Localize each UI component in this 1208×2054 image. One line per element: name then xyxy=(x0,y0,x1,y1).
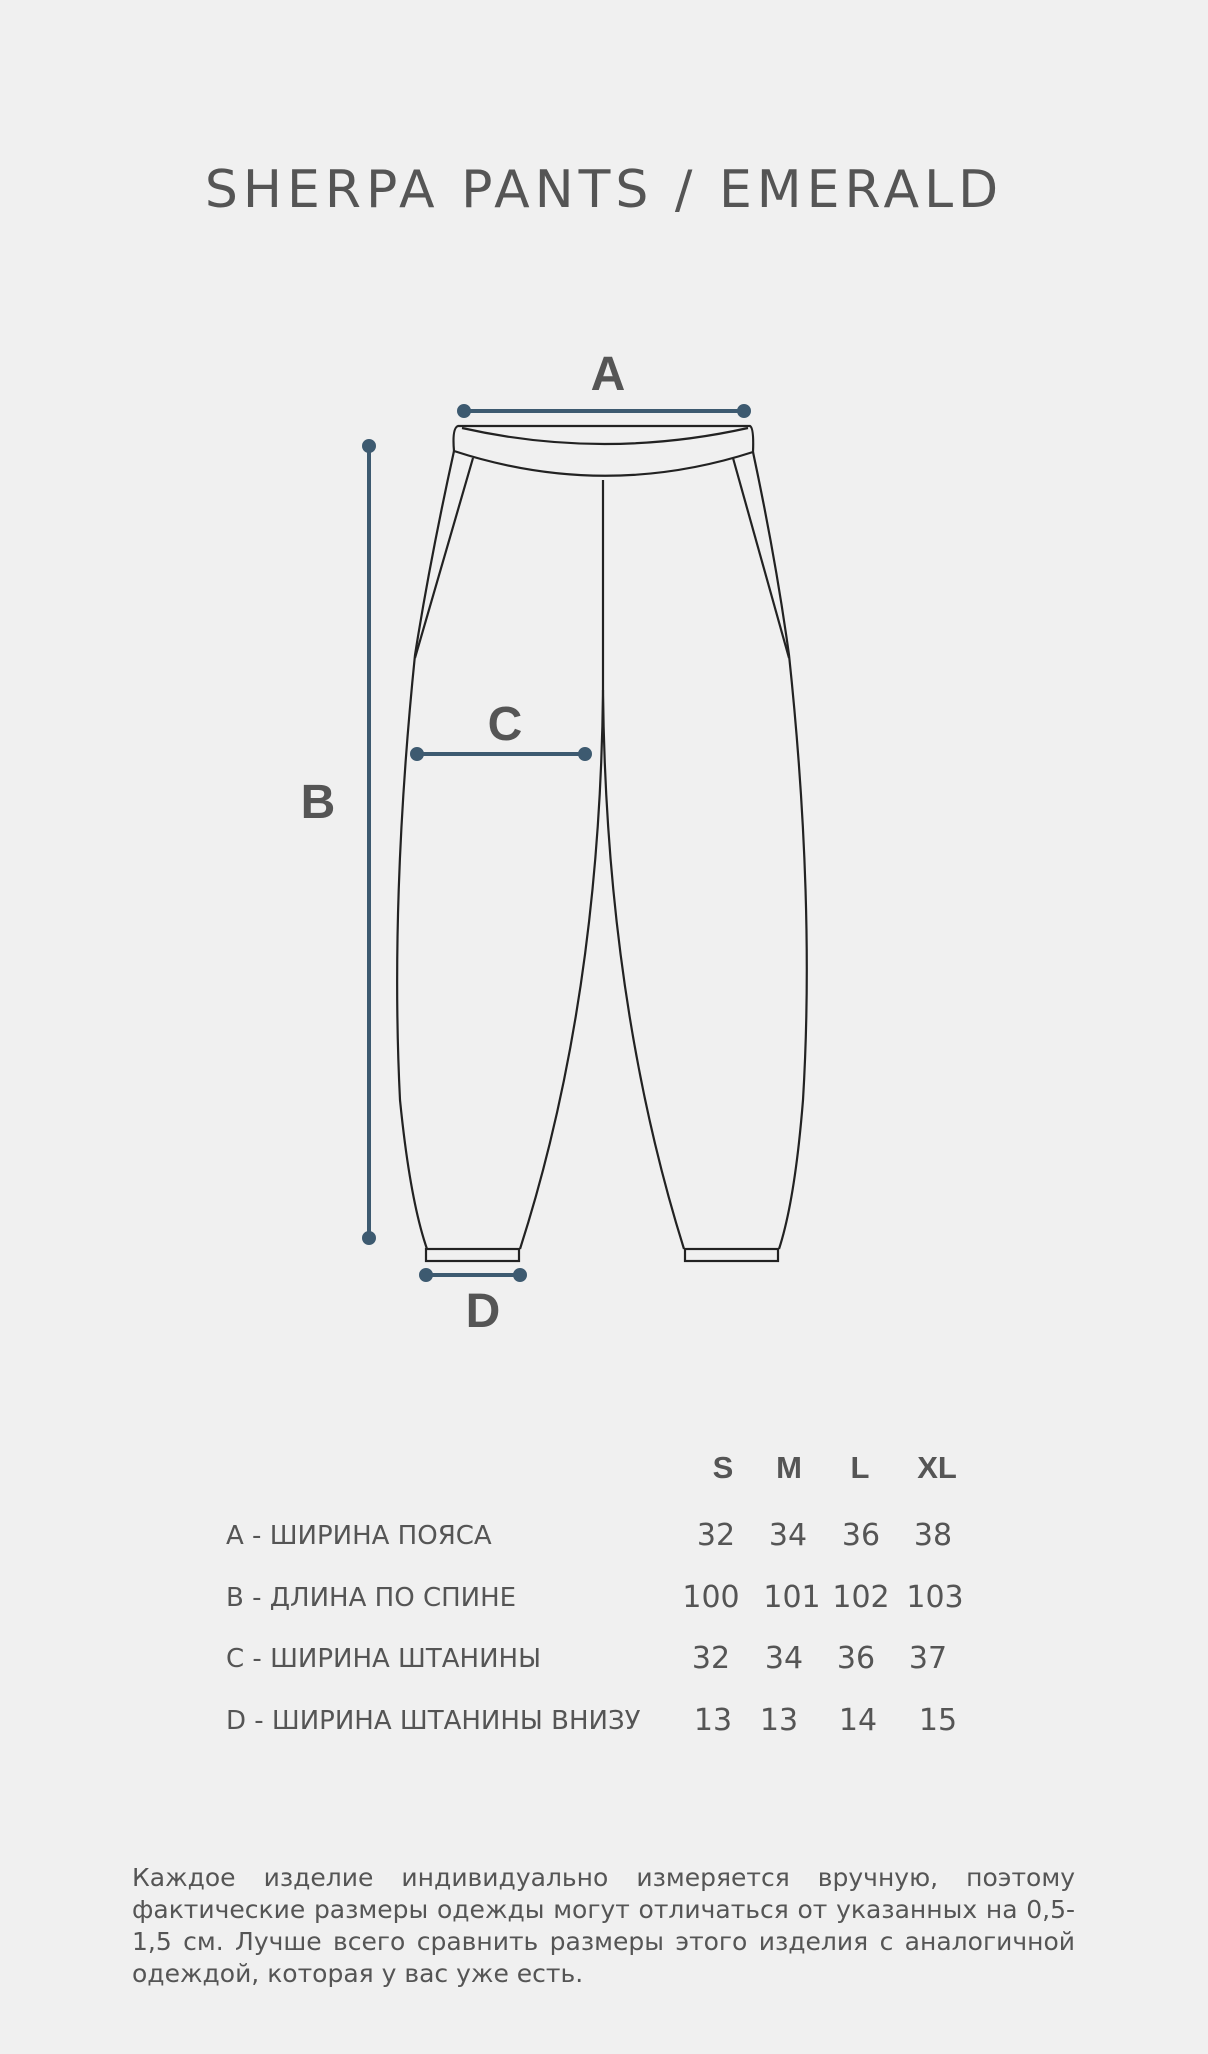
right-inner-seam xyxy=(603,690,684,1249)
row-label-d: D - ШИРИНА ШТАНИНЫ ВНИЗУ xyxy=(226,1706,641,1736)
cell-c-m: 34 xyxy=(764,1641,804,1676)
right-cuff xyxy=(685,1249,778,1261)
cell-a-l: 36 xyxy=(841,1518,881,1553)
cell-c-s: 32 xyxy=(691,1641,731,1676)
measure-dot-d-right xyxy=(515,1270,525,1280)
right-outer-seam xyxy=(753,452,807,1249)
measure-dot-d-left xyxy=(421,1270,431,1280)
label-c: C xyxy=(487,698,523,751)
cell-d-s: 13 xyxy=(693,1703,733,1738)
cell-b-m: 101 xyxy=(763,1580,821,1615)
left-cuff xyxy=(426,1249,519,1261)
cell-c-l: 36 xyxy=(836,1641,876,1676)
waistband-inner-line xyxy=(462,428,748,444)
cell-b-xl: 103 xyxy=(906,1580,964,1615)
measurement-note: Каждое изделие индивидуально измеряется вручную, поэтому фактические размеры одежды могут отличаться от указанных на 0,5-1,5 см. Лучше всего сравнить размеры этого изделия с аналогичной одеждой, которая у вас уже есть. xyxy=(132,1863,1075,1988)
left-inner-seam xyxy=(520,690,603,1249)
measure-lines xyxy=(364,406,749,1280)
cell-c-xl: 37 xyxy=(908,1641,948,1676)
label-b: B xyxy=(300,776,336,829)
cell-a-s: 32 xyxy=(696,1518,736,1553)
cell-d-xl: 15 xyxy=(918,1703,958,1738)
measure-dot-c-left xyxy=(412,749,422,759)
cell-a-m: 34 xyxy=(768,1518,808,1553)
measure-dot-a-left xyxy=(459,406,469,416)
size-header-m: M xyxy=(776,1450,802,1485)
row-label-a: A - ШИРИНА ПОЯСА xyxy=(226,1521,492,1551)
left-outer-seam xyxy=(397,451,454,1249)
measure-dot-a-right xyxy=(739,406,749,416)
cell-d-l: 14 xyxy=(838,1703,878,1738)
size-header-l: L xyxy=(850,1450,870,1485)
size-header-s: S xyxy=(712,1450,734,1485)
pants-outline xyxy=(397,426,807,1261)
page-title: SHERPA PANTS / EMERALD xyxy=(204,160,1004,220)
cell-b-l: 102 xyxy=(832,1580,890,1615)
measure-dot-b-bottom xyxy=(364,1233,374,1243)
cell-a-xl: 38 xyxy=(913,1518,953,1553)
left-pocket-line xyxy=(415,458,473,658)
label-a: A xyxy=(590,348,626,401)
label-d: D xyxy=(465,1285,501,1338)
row-label-c: C - ШИРИНА ШТАНИНЫ xyxy=(226,1644,542,1674)
measure-dot-b-top xyxy=(364,441,374,451)
measure-dot-c-right xyxy=(580,749,590,759)
row-label-b: B - ДЛИНА ПО СПИНЕ xyxy=(226,1583,517,1613)
waistband-shape xyxy=(454,426,754,476)
size-header-xl: XL xyxy=(917,1450,957,1485)
cell-d-m: 13 xyxy=(759,1703,799,1738)
cell-b-s: 100 xyxy=(682,1580,740,1615)
